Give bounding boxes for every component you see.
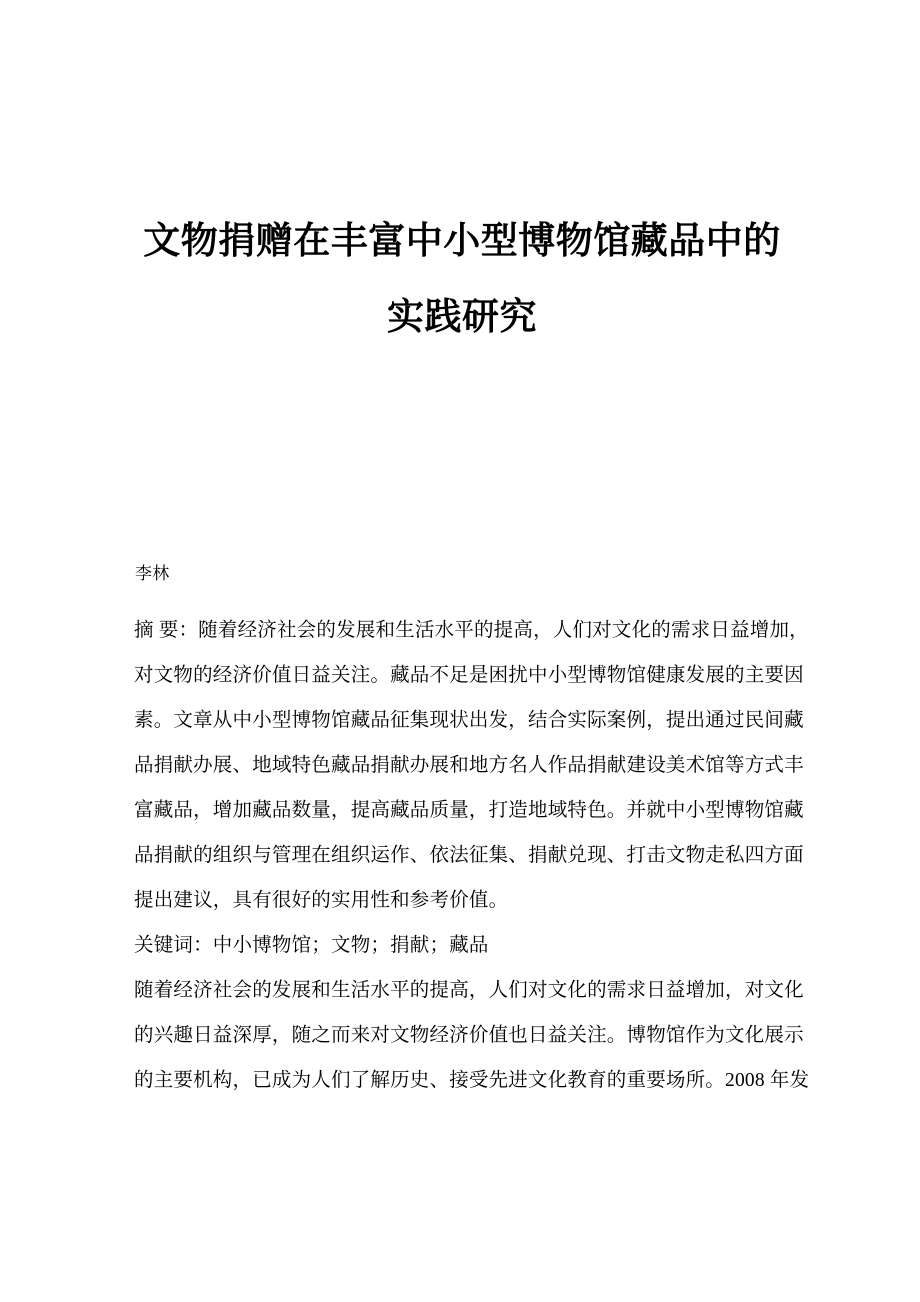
article-body <box>134 608 810 1103</box>
abstract-paragraph <box>134 608 809 923</box>
abstract-line: 品捐献办展、地域特色藏品捐献办展和地方名人作品捐献建设美术馆等方式丰 <box>134 755 804 776</box>
article-title-line-2: 实践研究 <box>387 297 537 338</box>
body-paragraph <box>134 968 810 1103</box>
body-line: 的兴趣日益深厚，随之而来对文物经济价值也日益关注。博物馆作为文化展示 <box>134 1025 804 1046</box>
abstract-line: 对文物的经济价值日益关注。藏品不足是困扰中小型博物馆健康发展的主要因 <box>134 665 804 686</box>
abstract-line: 品捐献的组织与管理在组织运作、依法征集、捐献兑现、打击文物走私四方面 <box>134 845 804 866</box>
article-title <box>134 204 790 356</box>
body-line: 随着经济社会的发展和生活水平的提高，人们对文化的需求日益增加，对文化 <box>134 980 804 1001</box>
body-line: 的主要机构，已成为人们了解历史、接受先进文化教育的重要场所。2008 年发 <box>134 1070 810 1091</box>
author-name: 李林 <box>135 564 170 583</box>
abstract-line: 提出建议，具有很好的实用性和参考价值。 <box>134 890 509 911</box>
article-title-line-1: 文物捐赠在丰富中小型博物馆藏品中的 <box>143 221 781 262</box>
abstract-line: 摘 要：随着经济社会的发展和生活水平的提高，人们对文化的需求日益增加， <box>134 620 809 641</box>
abstract-line: 素。文章从中小型博物馆藏品征集现状出发，结合实际案例，提出通过民间藏 <box>134 710 804 731</box>
keywords-paragraph <box>134 923 791 968</box>
abstract-line: 富藏品，增加藏品数量，提高藏品质量，打造地域特色。并就中小型博物馆藏 <box>134 800 804 821</box>
keywords-line: 关键词：中小博物馆；文物；捐献；藏品 <box>134 935 489 956</box>
